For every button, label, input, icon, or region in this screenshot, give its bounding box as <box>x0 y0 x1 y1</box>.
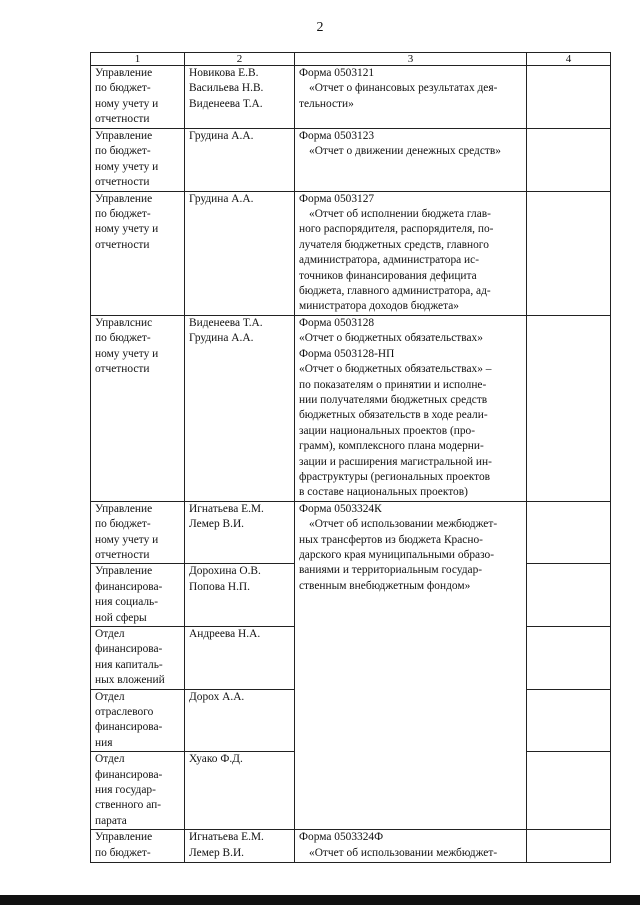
department-line: ственного ап- <box>95 799 162 812</box>
department-line: финансирова- <box>95 768 163 781</box>
department-cell <box>91 752 185 830</box>
department-cell <box>91 129 185 192</box>
department-line: отчетности <box>95 363 150 376</box>
form-line: бюджетных обязательств в ходе реали- <box>299 409 488 422</box>
department-line: по бюджет- <box>95 208 151 221</box>
person-name: Хуако Ф.Д. <box>189 753 243 766</box>
persons-cell <box>185 315 295 501</box>
report-assignment-table <box>90 52 611 863</box>
department-line: отраслевого <box>95 706 154 719</box>
form-line: Форма 0503127 <box>299 192 375 205</box>
form-line: ваниями и территориальным государ- <box>299 564 483 577</box>
page-number: 2 <box>316 20 324 35</box>
form-line: Форма 0503128 <box>299 316 375 329</box>
department-line: отчетности <box>95 238 150 251</box>
form-line: зации национальных проектов (про- <box>299 424 476 437</box>
department-line: ния <box>95 736 113 749</box>
form-line: ственным внебюджетным фондом» <box>299 579 471 592</box>
form-line: администратора, администратора ис- <box>299 254 479 267</box>
persons-cell <box>185 752 295 830</box>
person-name: Лемер В.И. <box>189 846 245 859</box>
persons-cell <box>185 129 295 192</box>
form-line: Форма 0503123 <box>299 130 375 142</box>
department-line: отчетности <box>95 548 150 561</box>
form-line: дарского края муниципальными образо- <box>299 548 495 561</box>
table-row <box>91 191 611 315</box>
form-line: министратора доходов бюджета» <box>299 300 459 313</box>
person-name: Андреева Н.А. <box>189 628 261 640</box>
department-cell <box>91 315 185 501</box>
department-line: Управление <box>95 565 153 578</box>
department-cell <box>91 501 185 564</box>
department-line: финансирова- <box>95 643 163 656</box>
department-line: ния государ- <box>95 784 156 797</box>
form-line: нии получателями бюджетных средств <box>299 393 488 406</box>
column-header: 2 <box>185 53 295 66</box>
department-line: по бюджет- <box>95 145 151 158</box>
table-header-row <box>91 53 611 66</box>
form-line: Форма 0503324Ф <box>299 831 384 844</box>
notes-cell <box>527 752 611 830</box>
department-line: по бюджет- <box>95 846 151 859</box>
form-line: Форма 0503324К <box>299 502 382 515</box>
notes-cell <box>527 66 611 129</box>
notes-cell <box>527 315 611 501</box>
form-line: «Отчет об использовании межбюджет- <box>309 846 498 859</box>
department-line: ному учету и <box>95 97 159 110</box>
department-cell <box>91 627 185 690</box>
form-cell <box>295 129 527 192</box>
persons-cell <box>185 830 295 863</box>
person-name: Васильева Н.В. <box>189 82 264 95</box>
department-line: отчетности <box>95 113 150 126</box>
form-line: грамм), комплексного плана модерни- <box>299 440 484 453</box>
table-row <box>91 315 611 501</box>
person-name: Новикова Е.В. <box>189 67 259 79</box>
person-name: Грудина А.А. <box>189 130 254 142</box>
form-line: Форма 0503121 <box>299 67 375 79</box>
form-line: Форма 0503128-НП <box>299 347 395 360</box>
person-name: Дорох А.А. <box>189 690 245 703</box>
department-line: ных вложений <box>95 674 165 687</box>
department-line: ния социаль- <box>95 596 159 609</box>
form-line: точников финансирования дефицита <box>299 269 477 282</box>
column-header: 3 <box>295 53 527 66</box>
persons-cell <box>185 191 295 315</box>
form-line: бюджета, главного администратора, ад- <box>299 285 491 298</box>
department-line: Управление <box>95 192 153 205</box>
department-line: парата <box>95 814 127 827</box>
department-line: ной сферы <box>95 611 147 624</box>
form-line: «Отчет о бюджетных обязательствах» <box>299 332 483 345</box>
department-line: Управление <box>95 502 153 515</box>
form-line: по показателям о принятии и исполне- <box>299 378 487 391</box>
persons-cell <box>185 66 295 129</box>
person-name: Игнатьева Е.М. <box>189 831 264 844</box>
department-line: ному учету и <box>95 223 159 236</box>
form-line: «Отчет о движении денежных средств» <box>309 145 501 158</box>
form-cell <box>295 191 527 315</box>
form-cell <box>295 501 527 830</box>
person-name: Попова Н.П. <box>189 580 250 593</box>
table-row <box>91 830 611 863</box>
department-cell <box>91 66 185 129</box>
persons-cell <box>185 689 295 752</box>
department-cell <box>91 191 185 315</box>
persons-cell <box>185 564 295 627</box>
department-line: по бюджет- <box>95 82 151 95</box>
form-line: лучателя бюджетных средств, главного <box>299 238 489 251</box>
form-line: фраструктуры (региональных проектов <box>299 470 491 483</box>
form-line: ного распорядителя, распорядителя, по- <box>299 223 494 236</box>
notes-cell <box>527 689 611 752</box>
form-cell <box>295 315 527 501</box>
department-line: Управлснис <box>95 316 153 329</box>
department-line: финансирова- <box>95 580 163 593</box>
person-name: Грудина А.А. <box>189 332 254 345</box>
column-header: 1 <box>91 53 185 66</box>
department-line: ному учету и <box>95 347 159 360</box>
department-line: по бюджет- <box>95 518 151 531</box>
notes-cell <box>527 191 611 315</box>
person-name: Грудина А.А. <box>189 192 254 205</box>
department-line: Отдел <box>95 690 125 703</box>
person-name: Лемер В.И. <box>189 518 245 531</box>
department-cell <box>91 830 185 863</box>
form-line: ных трансфертов из бюджета Красно- <box>299 533 483 546</box>
department-line: финансирова- <box>95 721 163 734</box>
form-cell <box>295 66 527 129</box>
department-line: Отдел <box>95 753 125 766</box>
form-line: «Отчет об использовании межбюджет- <box>309 518 498 531</box>
form-line: зации и расширения магистральной ин- <box>299 455 492 468</box>
department-line: Управление <box>95 67 153 79</box>
department-line: ному учету и <box>95 533 159 546</box>
table-row <box>91 129 611 192</box>
form-cell <box>295 830 527 863</box>
department-line: ния капиталь- <box>95 658 163 671</box>
persons-cell <box>185 627 295 690</box>
persons-cell <box>185 501 295 564</box>
person-name: Виденеева Т.А. <box>189 316 263 329</box>
department-line: по бюджет- <box>95 332 151 345</box>
notes-cell <box>527 830 611 863</box>
table-row <box>91 501 611 564</box>
department-line: Отдел <box>95 628 125 640</box>
notes-cell <box>527 501 611 564</box>
form-line: «Отчет о финансовых результатах дея- <box>309 82 498 95</box>
form-line: в составе национальных проектов) <box>299 486 468 499</box>
scan-edge-bar <box>0 895 640 905</box>
person-name: Игнатьева Е.М. <box>189 502 264 515</box>
notes-cell <box>527 129 611 192</box>
form-line: «Отчет о бюджетных обязательствах» – <box>299 363 492 376</box>
person-name: Виденеева Т.А. <box>189 97 263 110</box>
department-line: Управление <box>95 831 153 844</box>
person-name: Дорохина О.В. <box>189 565 261 578</box>
department-line: ному учету и <box>95 160 159 173</box>
notes-cell <box>527 627 611 690</box>
department-cell <box>91 564 185 627</box>
column-header: 4 <box>527 53 611 66</box>
notes-cell <box>527 564 611 627</box>
department-line: отчетности <box>95 176 150 189</box>
department-line: Управление <box>95 130 153 142</box>
form-line: тельности» <box>299 97 354 110</box>
form-line: «Отчет об исполнении бюджета глав- <box>309 208 491 221</box>
table-row <box>91 66 611 129</box>
department-cell <box>91 689 185 752</box>
